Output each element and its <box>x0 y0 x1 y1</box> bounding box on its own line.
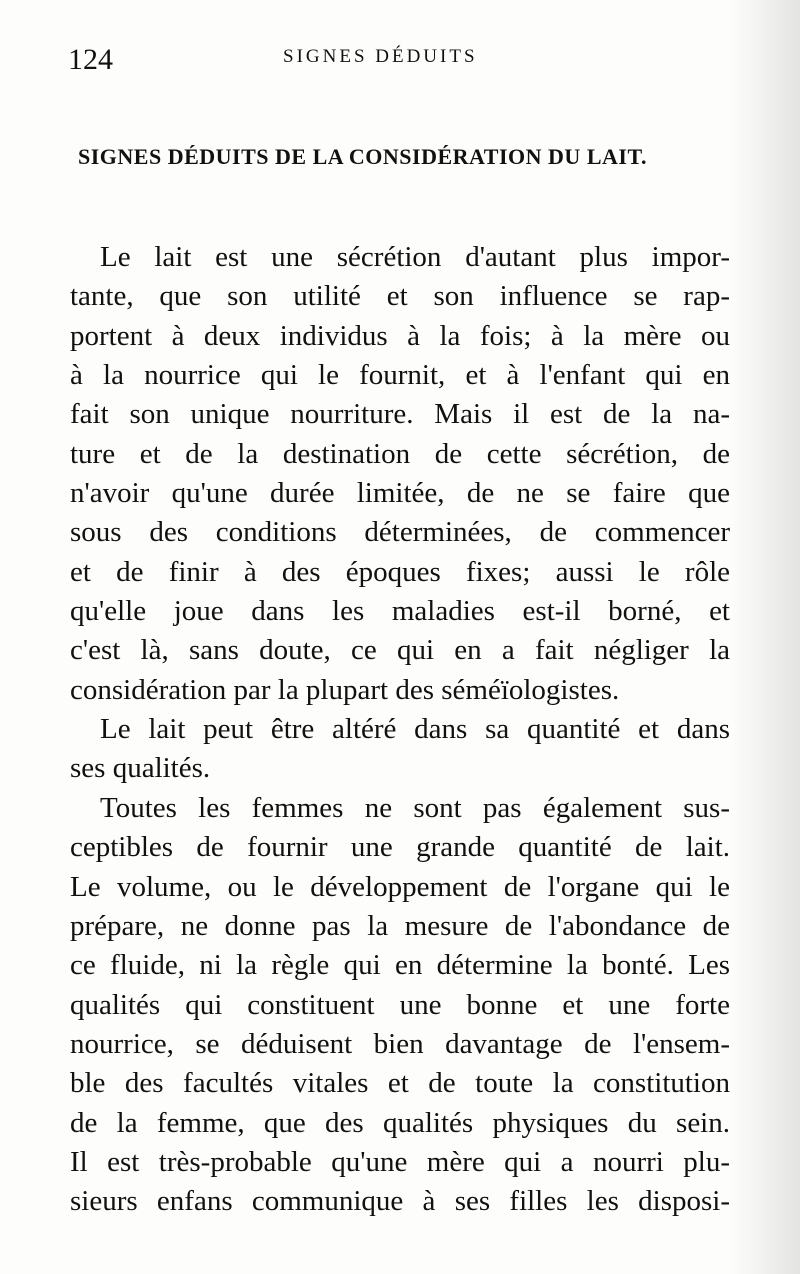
paragraph <box>70 710 730 789</box>
text-line: ce fluide, ni la règle qui en détermine la bonté. Les <box>70 949 730 982</box>
text-line: ceptibles de fournir une grande quantité de lait. <box>70 831 730 864</box>
text-line: qu'elle joue dans les maladies est-il borné, et <box>70 595 730 628</box>
text-line: Il est très-probable qu'une mère qui a nourri plu- <box>70 1145 730 1178</box>
text-line: c'est là, sans doute, ce qui en a fait négliger la <box>70 634 730 667</box>
text-line: nourrice, se déduisent bien davantage de l'ensem- <box>70 1027 730 1060</box>
text-line: fait son unique nourriture. Mais il est de la na- <box>70 398 730 431</box>
page-header <box>68 40 728 80</box>
page-edge-shadow <box>730 0 800 1274</box>
page-number: 124 <box>68 43 113 76</box>
text-line: considération par la plupart des séméïologistes. <box>70 673 620 706</box>
body-text <box>70 238 730 1222</box>
text-line: Le volume, ou le développement de l'organe qui le <box>70 870 730 903</box>
paragraph <box>70 238 730 710</box>
text-line: ses qualités. <box>70 752 211 785</box>
text-line: Le lait est une sécrétion d'autant plus impor- <box>100 241 730 273</box>
text-line: ble des facultés vitales et de toute la constitution <box>70 1067 730 1100</box>
text-line: Toutes les femmes ne sont pas également sus- <box>100 791 730 824</box>
paragraph <box>70 789 730 1222</box>
text-line: à la nourrice qui le fournit, et à l'enfant qui en <box>70 359 730 392</box>
text-line: sieurs enfans communique à ses filles les disposi- <box>70 1185 730 1218</box>
text-line: de la femme, que des qualités physiques du sein. <box>70 1106 730 1139</box>
text-line: ture et de la destination de cette sécrétion, de <box>70 437 730 470</box>
text-line: n'avoir qu'une durée limitée, de ne se faire que <box>70 477 730 510</box>
text-line: Le lait peut être altéré dans sa quantité et dans <box>100 713 730 746</box>
running-head: SIGNES DÉDUITS <box>283 46 478 67</box>
text-line: sous des conditions déterminées, de commencer <box>70 516 730 549</box>
section-title: SIGNES DÉDUITS DE LA CONSIDÉRATION DU LAIT. <box>78 144 647 169</box>
text-line: qualités qui constituent une bonne et une forte <box>70 988 730 1021</box>
text-line: prépare, ne donne pas la mesure de l'abondance de <box>70 909 730 942</box>
text-line: tante, que son utilité et son influence se rap- <box>70 280 730 313</box>
text-line: et de finir à des époques fixes; aussi le rôle <box>70 555 730 588</box>
text-line: portent à deux individus à la fois; à la mère ou <box>70 319 730 352</box>
